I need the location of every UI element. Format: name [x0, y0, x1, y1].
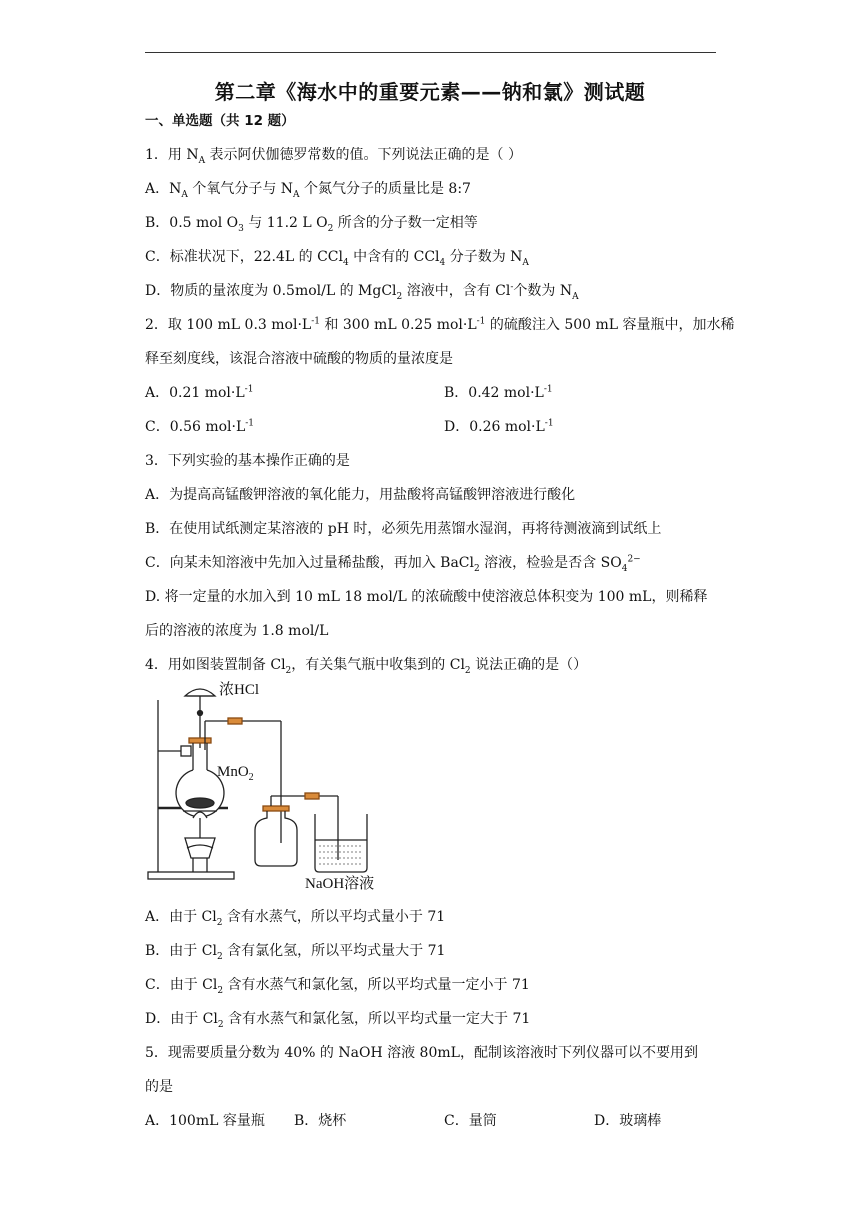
q1-option-c: C．标准状况下，22.4L 的 CCl$_4$ 中含有的 CCl$_4$ 分子数为 $N_A$ — [145, 249, 529, 268]
section-header: 一、单选题（共 12 题） — [145, 113, 295, 129]
label-conc-hcl: 浓HCl — [219, 682, 260, 698]
q5-option-d: D．玻璃棒 — [594, 1113, 662, 1129]
q2-stem-line2: 释至刻度线，该混合溶液中硫酸的物质的量浓度是 — [145, 351, 453, 367]
q3-option-d-line1: D. 将一定量的水加入到 10 mL 18 mol/L 的浓硫酸中使溶液总体积变为 100 mL，则稀释 — [145, 589, 708, 605]
q4-option-b: B．由于 $Cl_2$ 含有氯化氢，所以平均式量大于 71 — [145, 943, 446, 962]
q1-option-b: B．0.5 mol $O_3$ 与 11.2 L $O_2$ 所含的分子数一定相等 — [145, 215, 478, 234]
q4-option-c: C．由于 $Cl_2$ 含有水蒸气和氯化氢，所以平均式量一定小于 71 — [145, 977, 530, 996]
header-rule — [145, 52, 716, 53]
q5-option-b: B．烧杯 — [294, 1113, 347, 1129]
q3-option-d-line2: 后的溶液的浓度为 1.8 mol/L — [145, 623, 329, 639]
q2-option-b: B．0.42 $mol\cdot L^{-1}$ — [444, 384, 553, 401]
q3-option-a: A．为提高高锰酸钾溶液的氧化能力，用盐酸将高锰酸钾溶液进行酸化 — [145, 487, 576, 503]
q1-stem: 1．用 $N_A$ 表示阿伏伽德罗常数的值。下列说法正确的是（ ） — [145, 147, 523, 166]
q4-stem: 4．用如图装置制备 $Cl_2$，有关集气瓶中收集到的 $Cl_2$ 说法正确的是（） — [145, 657, 588, 676]
q2-option-c: C．0.56 $mol\cdot L^{-1}$ — [145, 418, 255, 435]
q5-option-c: C．量筒 — [444, 1113, 497, 1129]
label-naoh-solution: NaOH溶液 — [305, 876, 375, 892]
q5-option-a: A．100mL 容量瓶 — [145, 1113, 265, 1129]
q2-stem-line1: 2．取 100 mL 0.3 $mol\cdot L^{-1}$ 和 300 mL 0.25 $mol\cdot L^{-1}$ 的硫酸注入 500 mL 容量瓶中，加水稀 — [145, 316, 735, 333]
q5-stem-line1: 5．现需要质量分数为 40% 的 NaOH 溶液 80mL，配制该溶液时下列仪器可以不要用到 — [145, 1045, 698, 1061]
q2-option-d: D．0.26 $mol\cdot L^{-1}$ — [444, 418, 554, 435]
q3-option-c: C．向某未知溶液中先加入过量稀盐酸，再加入 BaCl$_2$ 溶液，检验是否含 $SO_4^{2-}$ — [145, 554, 641, 574]
q2-option-a: A．0.21 $mol\cdot L^{-1}$ — [145, 384, 254, 401]
q4-option-a: A．由于 $Cl_2$ 含有水蒸气，所以平均式量小于 71 — [145, 909, 446, 928]
q3-option-b: B．在使用试纸测定某溶液的 pH 时，必须先用蒸馏水湿润，再将待测液滴到试纸上 — [145, 521, 662, 537]
q4-option-d: D．由于 $Cl_2$ 含有水蒸气和氯化氢，所以平均式量一定大于 71 — [145, 1011, 531, 1030]
q3-stem: 3．下列实验的基本操作正确的是 — [145, 453, 350, 469]
label-mno2: MnO$_2$ — [217, 764, 254, 783]
q1-option-a: A．$N_A$ 个氧气分子与 $N_A$ 个氮气分子的质量比是 8:7 — [145, 181, 471, 200]
page-title: 第二章《海水中的重要元素——钠和氯》测试题 — [214, 80, 646, 104]
q1-option-d: D．物质的量浓度为 0.5mol/L 的 MgCl$_2$ 溶液中，含有 Cl-个数为 $N_A$ — [145, 282, 579, 302]
q5-stem-line2: 的是 — [145, 1079, 173, 1095]
apparatus-figure — [143, 678, 403, 896]
